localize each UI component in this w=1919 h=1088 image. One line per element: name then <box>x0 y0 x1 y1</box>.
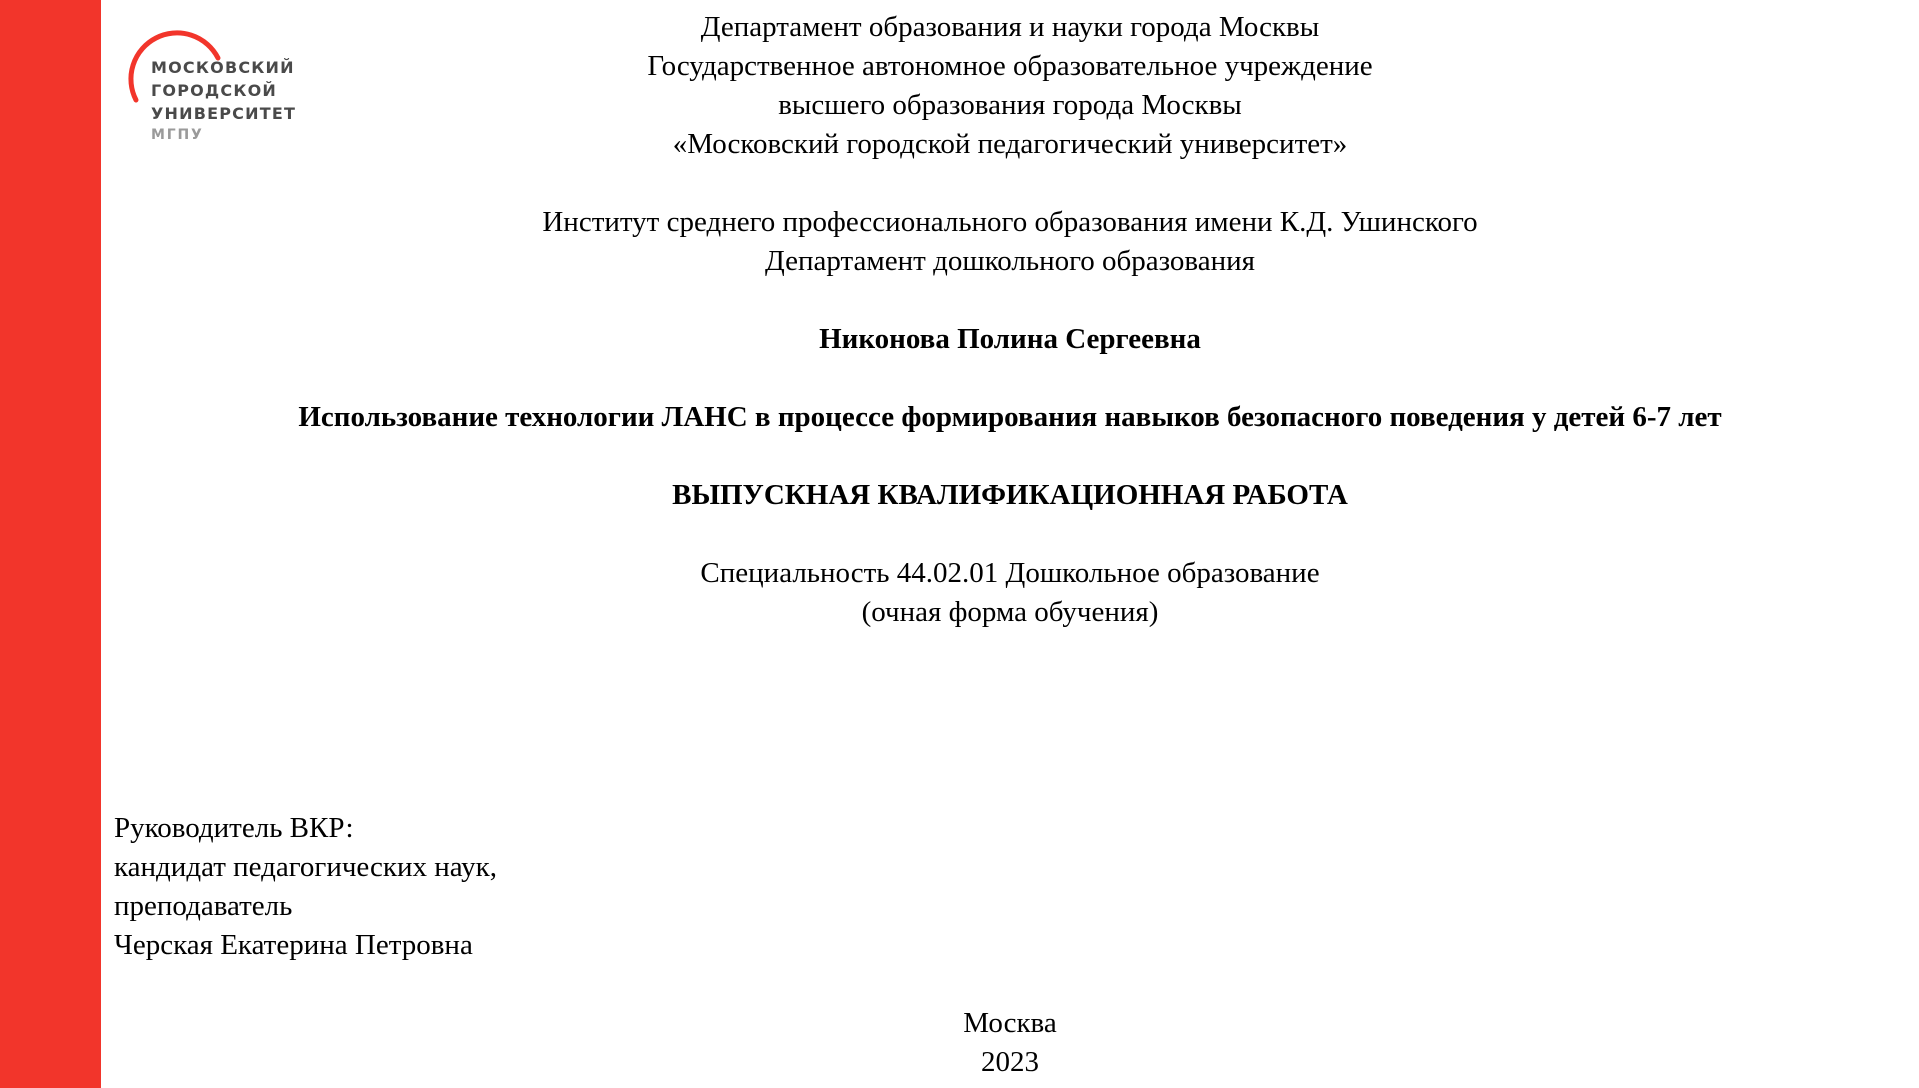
author-name: Никонова Полина Сергеевна <box>819 323 1201 355</box>
specialty-line: Специальность 44.02.01 Дошкольное образование <box>700 557 1320 589</box>
supervisor-position: преподаватель <box>114 890 293 922</box>
institute-name: Институт среднего профессионального образования имени К.Д. Ушинского <box>542 206 1478 238</box>
supervisor-label: Руководитель ВКР: <box>114 812 354 844</box>
header-line3: высшего образования города Москвы <box>778 89 1242 121</box>
city: Москва <box>963 1007 1057 1039</box>
header-line4: «Московский городской педагогический университет» <box>672 128 1348 160</box>
header-line1: Департамент образования и науки города Москвы <box>700 11 1320 43</box>
logo-text-abbr: МГПУ <box>151 127 204 143</box>
red-side-bar <box>0 0 101 1088</box>
supervisor-name: Черская Екатерина Петровна <box>114 929 473 961</box>
header-line2: Государственное автономное образовательное учреждение <box>647 50 1373 82</box>
department-name: Департамент дошкольного образования <box>764 245 1255 277</box>
work-type: ВЫПУСКНАЯ КВАЛИФИКАЦИОННАЯ РАБОТА <box>672 479 1348 511</box>
study-form: (очная форма обучения) <box>861 596 1159 628</box>
logo-text-line2: ГОРОДСКОЙ <box>151 81 277 100</box>
year: 2023 <box>981 1046 1039 1078</box>
logo-text-line3: УНИВЕРСИТЕТ <box>151 104 297 123</box>
logo-text-line1: МОСКОВСКИЙ <box>151 58 295 77</box>
thesis-title: Использование технологии ЛАНС в процессе формирования навыков безопасного поведения у детей 6-7 лет <box>298 401 1722 433</box>
supervisor-degree: кандидат педагогических наук, <box>114 851 498 883</box>
